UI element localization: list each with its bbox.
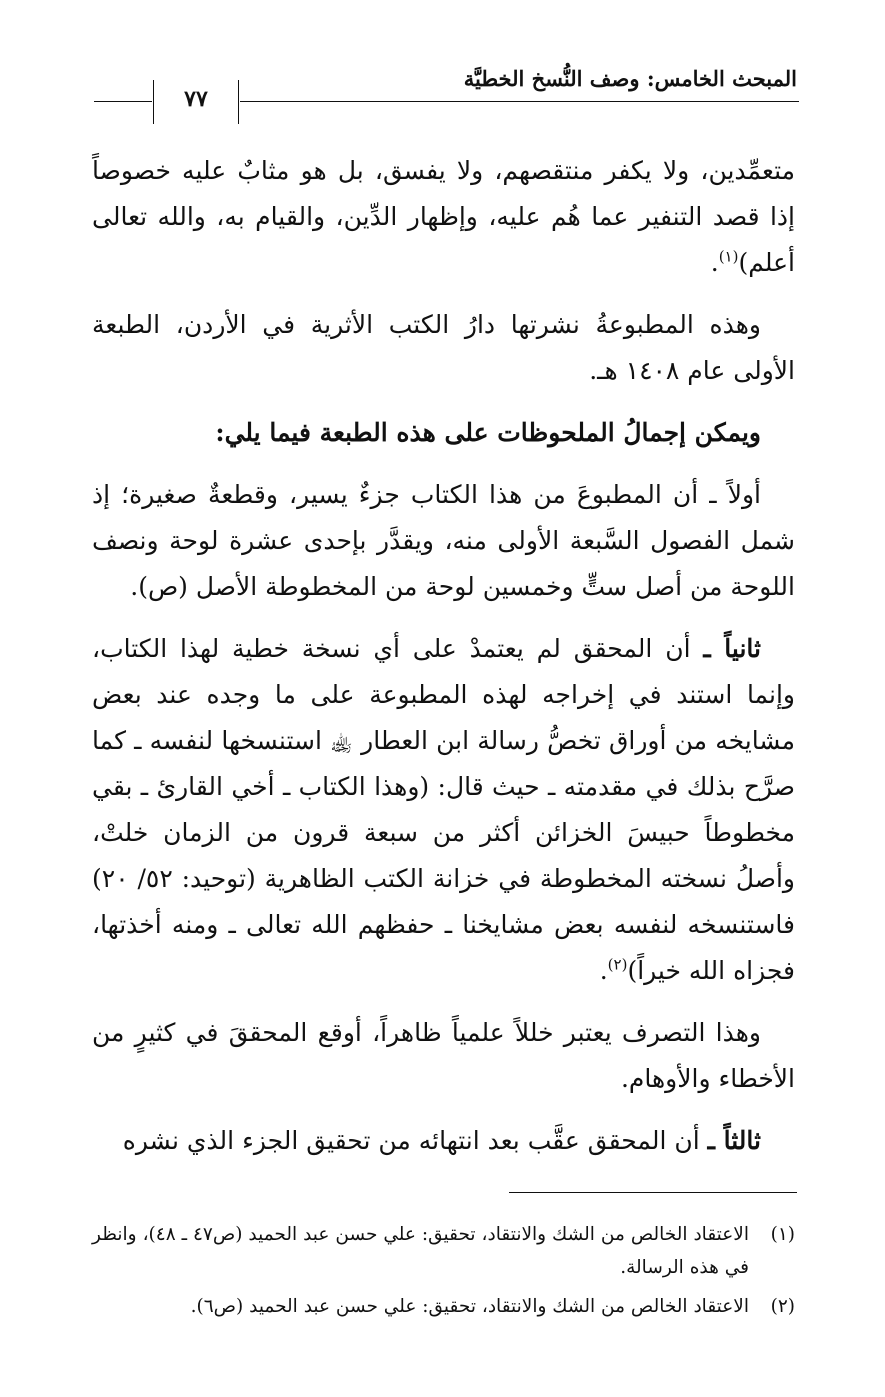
body-text bbox=[92, 148, 795, 1180]
footnote-2 bbox=[92, 1290, 795, 1323]
header-rule-left bbox=[94, 101, 152, 102]
paragraph-5 bbox=[92, 626, 795, 994]
paragraph-1-text: متعمِّدين، ولا يكفر منتقصهم، ولا يفسق، بل هو مثابٌ عليه خصوصاً إذا قصد التنفير عما هُم عليه، وإظهار الدِّين، والقيام به، والله تعالى أعلم) bbox=[92, 156, 795, 277]
paragraph-5-lead: ثانياً ـ bbox=[703, 634, 761, 663]
header-rule bbox=[240, 101, 799, 102]
page-number: ٧٧ bbox=[184, 86, 208, 112]
footnote-2-number: (٢) bbox=[770, 1296, 795, 1317]
paragraph-1-tail: . bbox=[710, 248, 719, 277]
paragraph-4: أولاً ـ أن المطبوعَ من هذا الكتاب جزءٌ يسير، وقطعةٌ صغيرة؛ إذ شمل الفصول السَّبعة الأولى منه، ويقدَّر بإحدى عشرة لوحة ونصف اللوحة من أصل ستٍّ وخمسين لوحة من المخطوطة الأصل (ص). bbox=[92, 480, 795, 601]
running-title: المبحث الخامس: وصف النُّسخ الخطيَّة bbox=[463, 66, 797, 91]
paragraph-2: وهذه المطبوعةُ نشرتها دارُ الكتب الأثرية في الأردن، الطبعة الأولى عام ١٤٠٨ هـ. bbox=[92, 310, 795, 385]
paragraph-7-text: أن المحقق عقَّب بعد انتهائه من تحقيق الجزء الذي نشره bbox=[122, 1126, 708, 1155]
footnote-separator bbox=[509, 1192, 797, 1193]
footnotes bbox=[92, 1218, 795, 1329]
paragraph-3-text: ويمكن إجمالُ الملحوظات على هذه الطبعة فيما يلي: bbox=[215, 418, 761, 447]
footnote-ref-2[interactable]: (٢) bbox=[607, 955, 628, 974]
footnote-1-number: (١) bbox=[770, 1224, 795, 1245]
paragraph-5-tail: . bbox=[599, 956, 608, 985]
paragraph-1 bbox=[92, 148, 795, 286]
paragraph-6: وهذا التصرف يعتبر خللاً علمياً ظاهراً، أوقع المحققَ في كثيرٍ من الأخطاء والأوهام. bbox=[92, 1018, 795, 1093]
paragraph-7-lead: ثالثاً ـ bbox=[707, 1126, 761, 1155]
paragraph-7 bbox=[92, 1118, 795, 1164]
footnote-2-text: الاعتقاد الخالص من الشك والانتقاد، تحقيق: علي حسن عبد الحميد (ص٦). bbox=[190, 1296, 749, 1317]
footnote-1 bbox=[92, 1218, 795, 1284]
footnote-1-text: الاعتقاد الخالص من الشك والانتقاد، تحقيق: علي حسن عبد الحميد (ص٤٧ ـ ٤٨)، وانظر في هذه الرسالة. bbox=[92, 1224, 749, 1278]
footnote-ref-1[interactable]: (١) bbox=[718, 247, 739, 266]
paragraph-3 bbox=[92, 410, 795, 456]
page-number-bar-right bbox=[238, 80, 239, 124]
paragraph-5-text: أن المحقق لم يعتمدْ على أي نسخة خطية لهذا الكتاب، وإنما استند في إخراجه لهذه المطبوعة على ما وجده عند بعض مشايخه من أوراق تخصُّ رسالة ابن العطار ﵀ استنسخها لنفسه ـ كما صرَّح بذلك في مقدمته ـ حيث قال: (وهذا الكتاب ـ أخي القارئ ـ بقي مخطوطاً حبيسَ الخزائن أكثر من سبعة قرون من الزمان خلتْ، وأصلُ نسخته المخطوطة في خزانة الكتب الظاهرية (توحيد: ٥٢/ ٢٠) فاستنسخه لنفسه بعض مشايخنا ـ حفظهم الله تعالى ـ ومنه أخذتها، فجزاه الله خيراً) bbox=[92, 634, 795, 985]
